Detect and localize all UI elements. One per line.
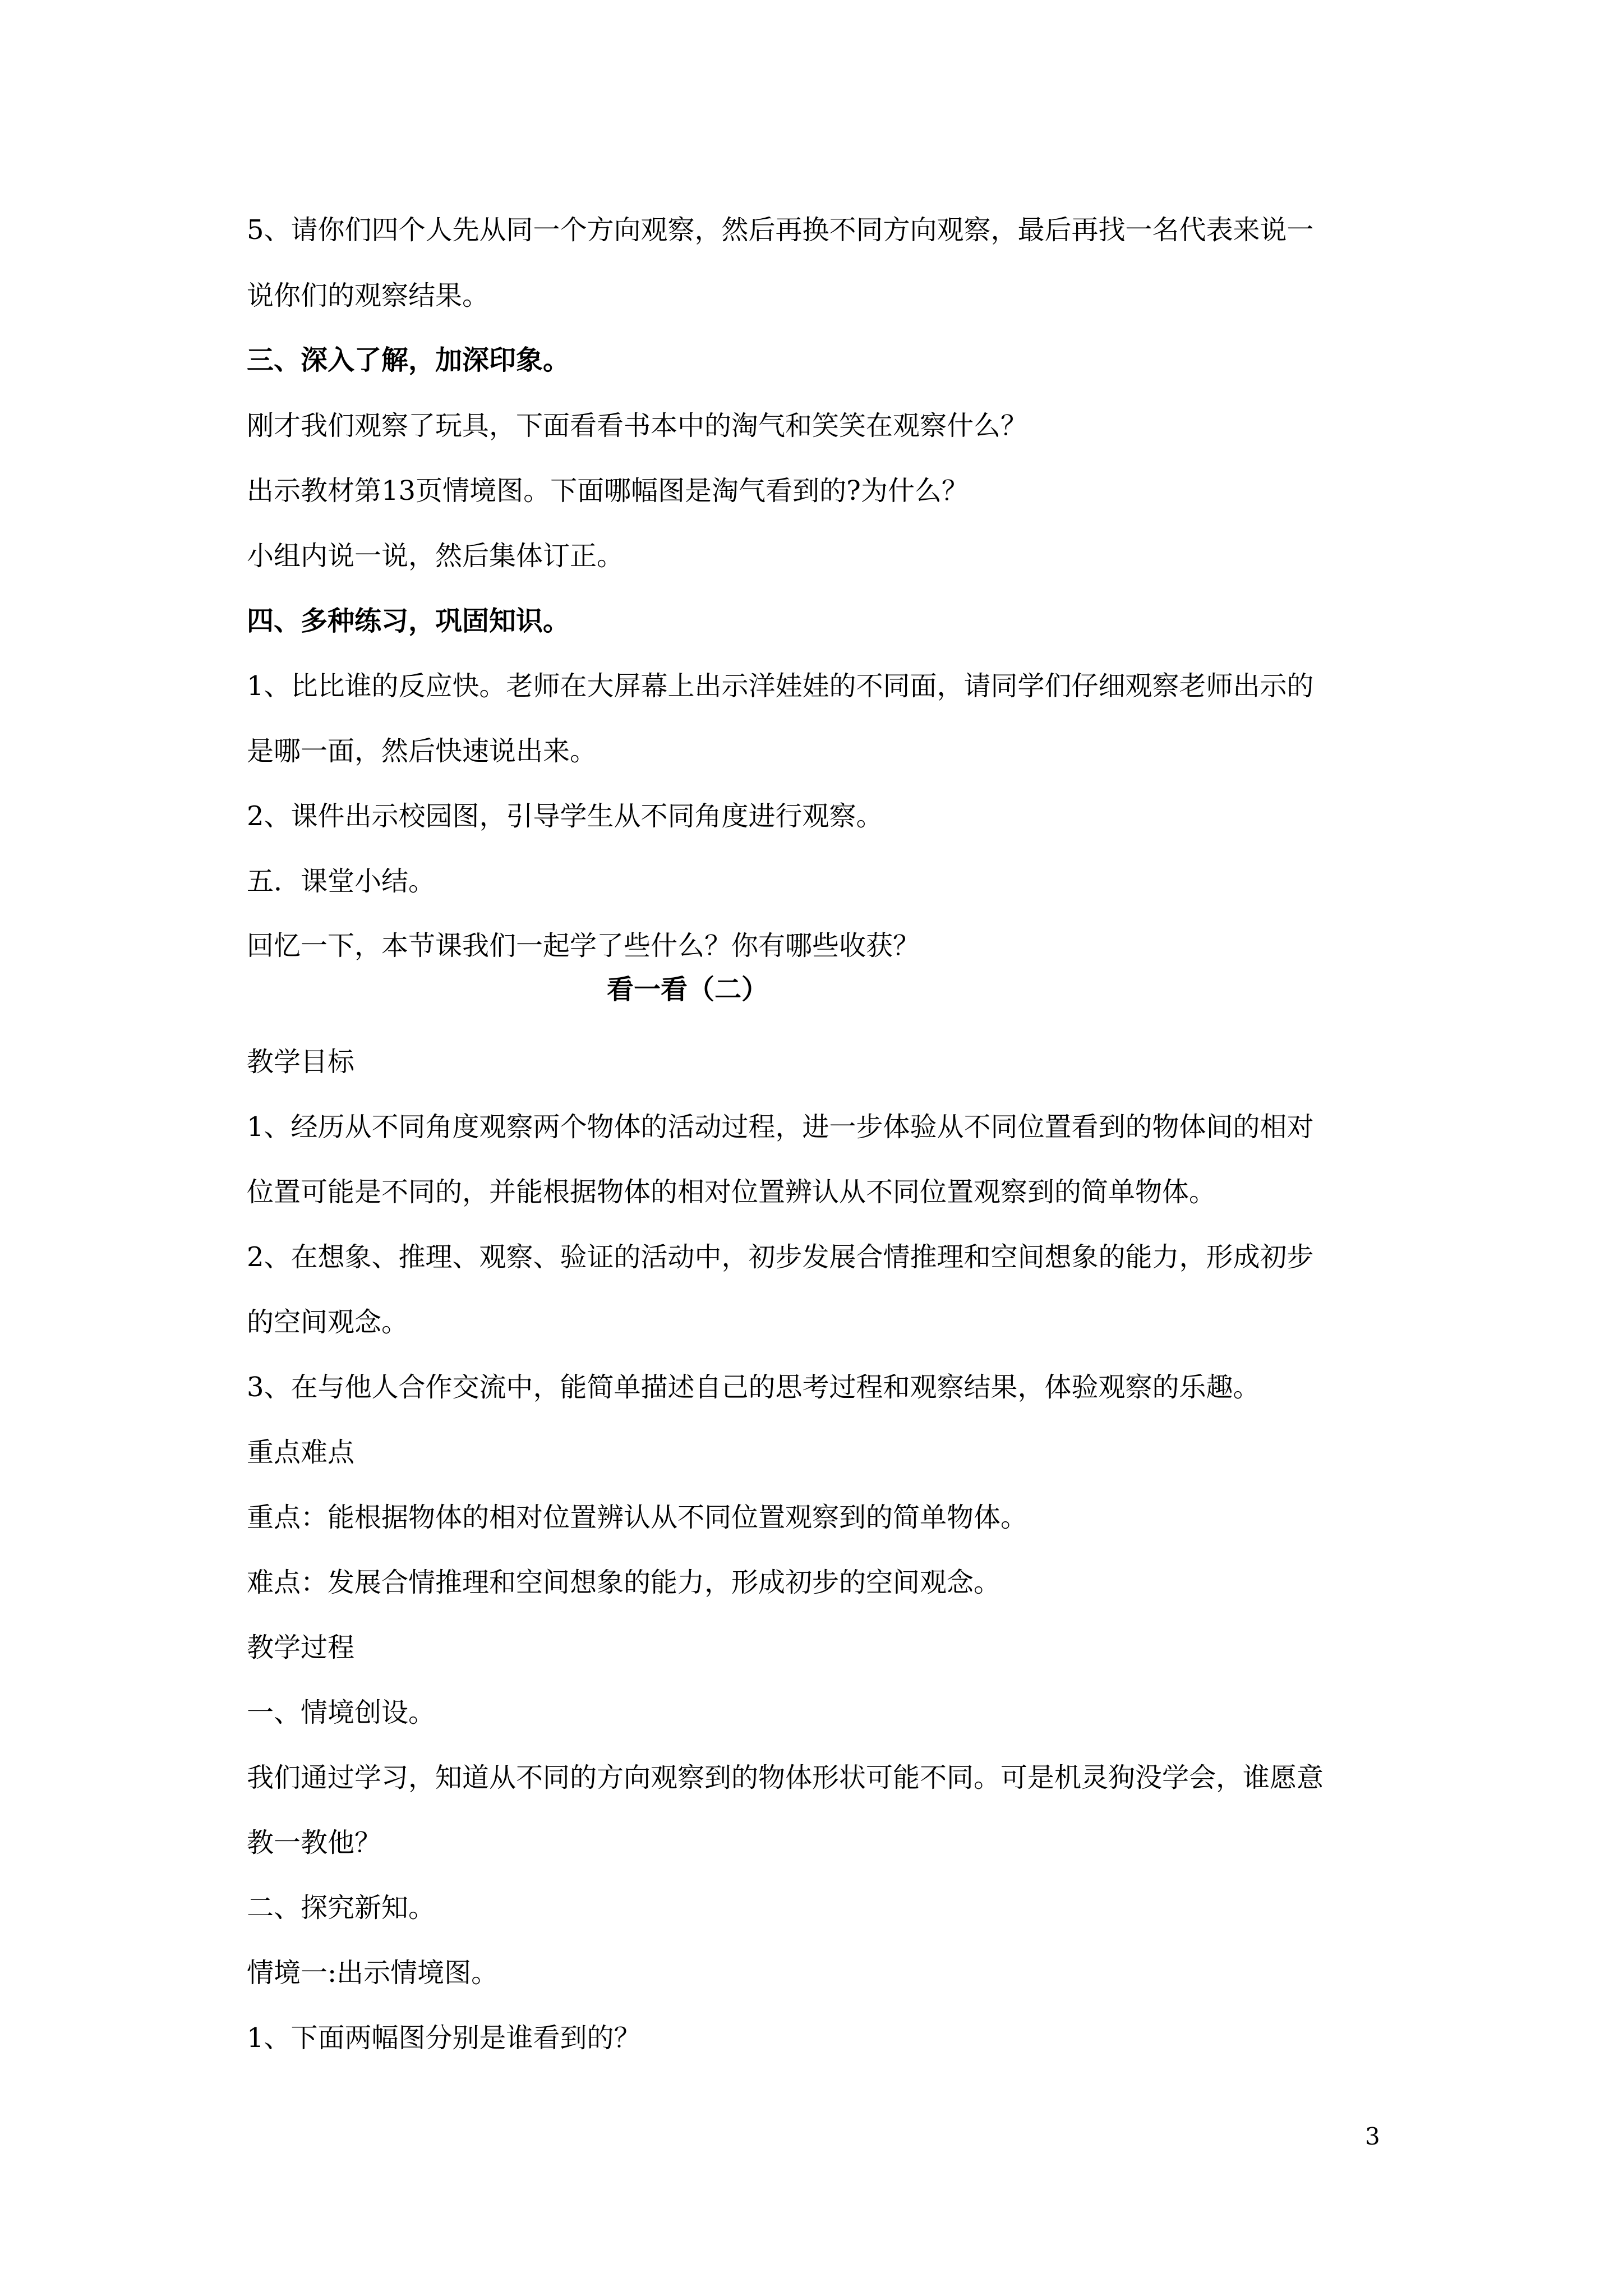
- paragraph-line: 五．课堂小结。: [247, 866, 436, 897]
- paragraph-line: 1、经历从不同角度观察两个物体的活动过程，进一步体验从不同位置看到的物体间的相对: [247, 1111, 1314, 1143]
- paragraph-line: 的空间观念。: [247, 1306, 409, 1338]
- paragraph-line: 是哪一面，然后快速说出来。: [247, 735, 597, 767]
- paragraph-line: 出示教材第13页情境图。下面哪幅图是淘气看到的?为什么？: [247, 475, 969, 507]
- subheading: 重点难点: [247, 1437, 355, 1468]
- paragraph-line: 一、情境创设。: [247, 1697, 436, 1728]
- section-title: 看一看（二）: [607, 974, 769, 1005]
- section-heading: 三、深入了解，加深印象。: [247, 344, 570, 376]
- paragraph-line: 2、在想象、推理、观察、验证的活动中，初步发展合情推理和空间想象的能力，形成初步: [247, 1241, 1314, 1273]
- paragraph-line: 1、下面两幅图分别是谁看到的？: [247, 2022, 641, 2054]
- paragraph-line: 1、比比谁的反应快。老师在大屏幕上出示洋娃娃的不同面，请同学们仔细观察老师出示的: [247, 670, 1314, 702]
- paragraph-line: 说你们的观察结果。: [247, 280, 490, 311]
- paragraph-line: 小组内说一说，然后集体订正。: [247, 540, 624, 572]
- paragraph-line: 刚才我们观察了玩具，下面看看书本中的淘气和笑笑在观察什么？: [247, 410, 1028, 441]
- paragraph-line: 我们通过学习，知道从不同的方向观察到的物体形状可能不同。可是机灵狗没学会，谁愿意: [247, 1762, 1324, 1793]
- paragraph-line: 回忆一下，本节课我们一起学了些什么？你有哪些收获？: [247, 930, 920, 961]
- paragraph-line: 5、请你们四个人先从同一个方向观察，然后再换不同方向观察，最后再找一名代表来说一: [247, 214, 1314, 246]
- paragraph-line: 3、在与他人合作交流中，能简单描述自己的思考过程和观察结果，体验观察的乐趣。: [247, 1372, 1260, 1403]
- subheading: 教学过程: [247, 1632, 355, 1663]
- paragraph-line: 2、课件出示校园图，引导学生从不同角度进行观察。: [247, 800, 883, 832]
- subheading: 教学目标: [247, 1046, 355, 1078]
- paragraph-line: 二、探究新知。: [247, 1892, 436, 1924]
- paragraph-line: 重点：能根据物体的相对位置辨认从不同位置观察到的简单物体。: [247, 1502, 1028, 1533]
- paragraph-line: 教一教他？: [247, 1827, 382, 1858]
- section-heading: 四、多种练习，巩固知识。: [247, 605, 570, 637]
- paragraph-line: 难点：发展合情推理和空间想象的能力，形成初步的空间观念。: [247, 1567, 1001, 1598]
- page-number: 3: [1365, 2123, 1380, 2150]
- paragraph-line: 情境一:出示情境图。: [247, 1957, 499, 1989]
- paragraph-line: 位置可能是不同的，并能根据物体的相对位置辨认从不同位置观察到的简单物体。: [247, 1176, 1216, 1208]
